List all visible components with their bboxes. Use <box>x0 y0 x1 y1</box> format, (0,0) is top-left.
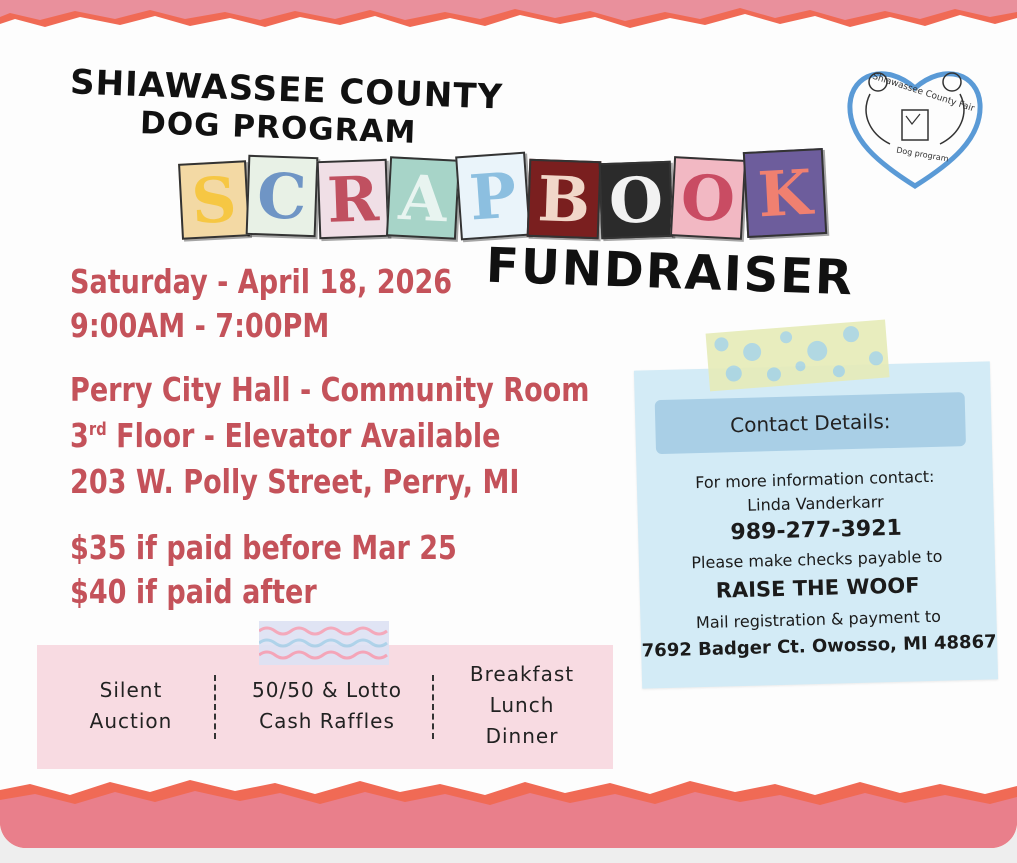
fundraiser-title: FUNDRAISER <box>485 237 855 307</box>
logo-ring-text: Shiawassee County Fair <box>871 71 976 115</box>
event-venue: Perry City Hall - Community Room <box>70 370 590 409</box>
contact-phone: 989-277-3921 <box>730 515 903 546</box>
scrapbook-letter: O <box>670 156 746 240</box>
scrapbook-letter: C <box>246 155 319 237</box>
scrapbook-letter: A <box>386 156 460 240</box>
contact-heading-bar <box>655 392 966 454</box>
checks-note: Please make checks payable to <box>691 546 943 573</box>
payee: RAISE THE WOOF <box>715 573 920 603</box>
feature-auction: Silent Auction <box>89 678 173 733</box>
feature-divider <box>214 675 216 739</box>
price-late: $40 if paid after <box>70 572 317 611</box>
org-name-line2: DOG PROGRAM <box>139 105 417 151</box>
scrapbook-letter: R <box>317 159 390 239</box>
tape-decoration <box>259 621 389 665</box>
contact-panel <box>634 361 998 688</box>
feature-divider <box>432 675 434 739</box>
feature-raffles: 50/50 & Lotto Cash Raffles <box>252 678 402 733</box>
heart-logo-icon <box>840 54 990 194</box>
event-floor: 3rd Floor - Elevator Available <box>70 416 501 455</box>
mail-address: 7692 Badger Ct. Owosso, MI 48867 <box>641 631 997 662</box>
event-date: Saturday - April 18, 2026 <box>70 262 453 301</box>
contact-name: Linda Vanderkarr <box>746 492 884 515</box>
price-early: $35 if paid before Mar 25 <box>70 528 457 567</box>
contact-intro: For more information contact: <box>694 466 935 493</box>
tape-decoration <box>706 319 890 391</box>
scrapbook-letter: K <box>743 148 827 238</box>
event-time: 9:00AM - 7:00PM <box>70 306 330 345</box>
scrapbook-letter: B <box>527 159 602 239</box>
bottom-torn-border <box>0 770 1017 848</box>
org-name-line1: SHIAWASSEE COUNTY <box>69 62 504 118</box>
features-panel <box>37 645 613 769</box>
contact-heading: Contact Details: <box>729 409 891 438</box>
logo-sub-text: Dog program <box>895 145 950 164</box>
scrapbook-letter: P <box>455 152 531 241</box>
dog-program-logo <box>840 54 990 194</box>
scrapbook-letter: O <box>599 161 674 239</box>
feature-meals: Breakfast Lunch Dinner <box>469 662 575 748</box>
event-address: 203 W. Polly Street, Perry, MI <box>70 462 520 501</box>
scrapbook-letter: S <box>178 160 250 239</box>
mail-note: Mail registration & payment to <box>695 606 942 633</box>
